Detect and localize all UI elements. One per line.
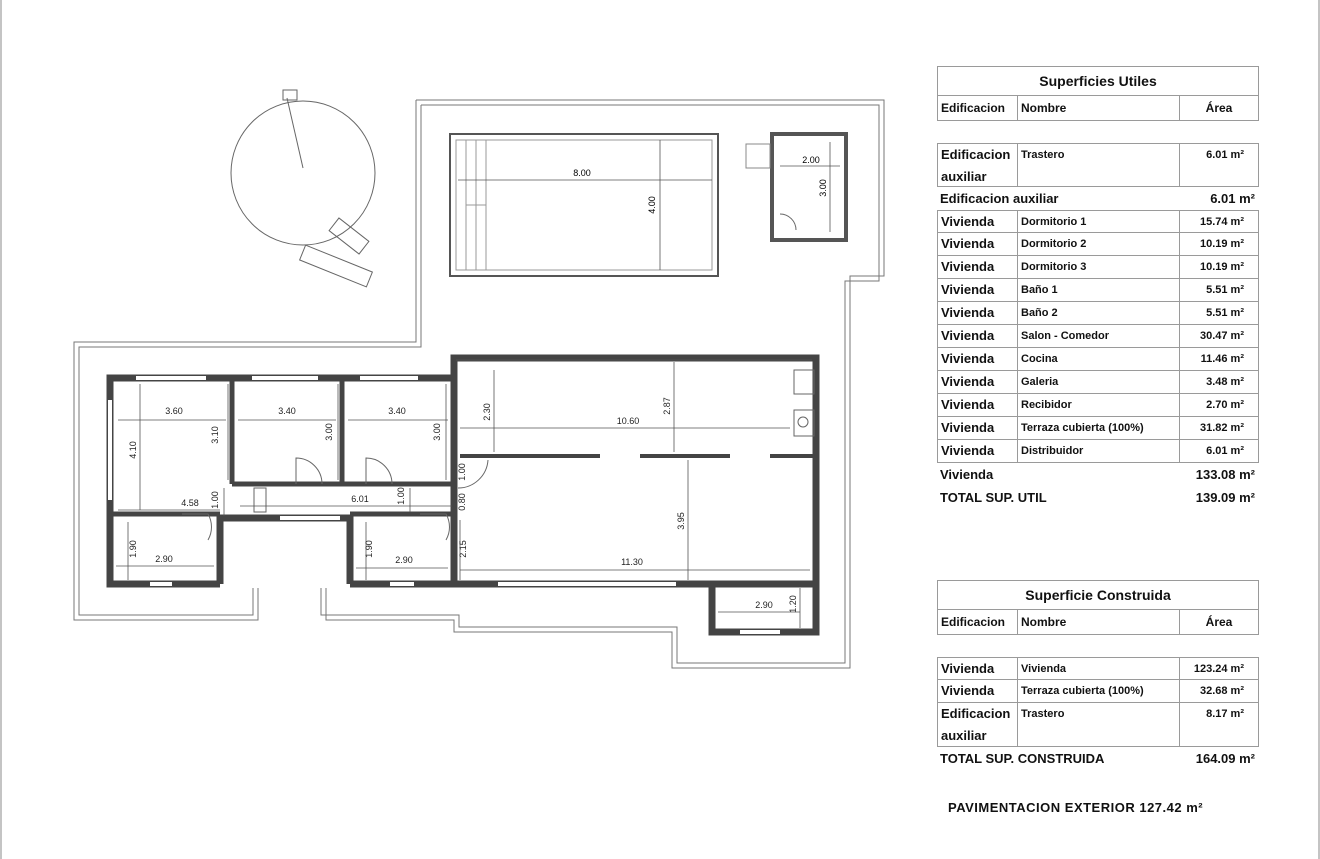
row-area: 15.74 m² <box>1199 216 1244 228</box>
built-area-table <box>937 580 1259 770</box>
row-building: Vivienda <box>938 371 1018 393</box>
dim-gallery-width: 2.90 <box>755 600 773 610</box>
table-row <box>937 440 1259 463</box>
table-row <box>937 703 1259 747</box>
row-name: Distribuidor <box>1018 440 1180 462</box>
useful-area-total <box>937 486 1259 509</box>
shed-depth: 3.00 <box>818 179 828 197</box>
table-row <box>937 233 1259 256</box>
vivienda-subtotal-label: Vivienda <box>940 467 994 482</box>
dim-bed2-height: 3.00 <box>324 423 334 441</box>
table-row <box>937 143 1259 187</box>
row-building: Vivienda <box>938 348 1018 370</box>
pool-width: 4.00 <box>647 196 657 214</box>
pool <box>450 134 718 276</box>
row-building: Vivienda <box>938 325 1018 347</box>
dim-bed2-width: 3.40 <box>278 406 296 416</box>
row-name: Dormitorio 3 <box>1018 256 1180 278</box>
table-row <box>937 302 1259 325</box>
row-name: Salon - Comedor <box>1018 325 1180 347</box>
row-building: Vivienda <box>938 658 1018 679</box>
row-area: 11.46 m² <box>1200 353 1244 365</box>
row-name: Terraza cubierta (100%) <box>1018 417 1180 439</box>
row-area: 31.82 m² <box>1199 422 1244 434</box>
dim-bath2-width: 2.90 <box>395 555 413 565</box>
useful-area-column-headers <box>938 96 1258 120</box>
row-name: Baño 1 <box>1018 279 1180 301</box>
row-building: Edificacion auxiliar <box>938 144 1018 186</box>
built-area-total-label: TOTAL SUP. CONSTRUIDA <box>940 751 1105 766</box>
dim-hall-width2: 1.00 <box>396 487 406 505</box>
dim-bath1-width: 2.90 <box>155 554 173 564</box>
dim-bed3-width: 3.40 <box>388 406 406 416</box>
table-row <box>937 256 1259 279</box>
row-area: 123.24 m² <box>1193 663 1244 675</box>
header-building: Edificacion <box>938 96 1018 120</box>
aux-subtotal-label: Edificacion auxiliar <box>940 191 1059 206</box>
table-row <box>937 279 1259 302</box>
table-row <box>937 371 1259 394</box>
vivienda-subtotal <box>937 463 1259 486</box>
table-row <box>937 680 1259 703</box>
row-area: 30.47 m² <box>1199 330 1244 342</box>
built-area-column-headers <box>938 610 1258 634</box>
row-area: 32.68 m² <box>1199 685 1244 697</box>
row-name: Vivienda <box>1018 658 1180 679</box>
storage-shed <box>746 134 846 240</box>
row-building: Vivienda <box>938 256 1018 278</box>
row-building: Vivienda <box>938 417 1018 439</box>
dim-hall-length: 6.01 <box>351 494 369 504</box>
dim-bed3-height: 3.00 <box>432 423 442 441</box>
row-area: 8.17 m² <box>1206 708 1244 720</box>
row-building: Edificacion auxiliar <box>938 703 1018 746</box>
row-name: Cocina <box>1018 348 1180 370</box>
row-area: 6.01 m² <box>1206 149 1244 161</box>
useful-area-total-value: 139.09 m² <box>1195 490 1255 505</box>
dim-bed1-height: 4.10 <box>128 441 138 459</box>
row-name: Trastero <box>1018 703 1180 746</box>
dim-living-width2: 2.15 <box>458 540 468 558</box>
row-area: 10.19 m² <box>1199 261 1244 273</box>
header-area: Área <box>1205 101 1233 115</box>
pool-length: 8.00 <box>573 168 591 178</box>
dim-living-width: 3.95 <box>676 512 686 530</box>
row-building: Vivienda <box>938 440 1018 462</box>
useful-area-table <box>937 66 1259 509</box>
exterior-paving-total: PAVIMENTACION EXTERIOR 127.42 m² <box>948 800 1204 815</box>
dim-entry-b: 0.80 <box>457 493 467 511</box>
row-building: Vivienda <box>938 211 1018 232</box>
useful-area-total-label: TOTAL SUP. UTIL <box>940 490 1047 505</box>
dim-living-length: 11.30 <box>621 557 643 567</box>
row-name: Trastero <box>1018 144 1180 186</box>
table-row <box>937 657 1259 680</box>
built-area-header-box <box>937 580 1259 635</box>
garden-furniture <box>231 90 375 287</box>
dim-bath1-height: 1.90 <box>128 540 138 558</box>
aux-subtotal-value: 6.01 m² <box>1210 191 1255 206</box>
built-area-rows <box>937 657 1259 747</box>
built-area-total <box>937 747 1259 770</box>
vivienda-subtotal-value: 133.08 m² <box>1195 467 1255 482</box>
useful-area-header-box <box>937 66 1259 121</box>
shed-width: 2.00 <box>802 155 820 165</box>
dim-hall-width: 1.00 <box>210 491 220 509</box>
row-name: Dormitorio 2 <box>1018 233 1180 255</box>
dim-terrace-length: 10.60 <box>616 416 640 426</box>
row-building: Vivienda <box>938 279 1018 301</box>
row-name: Terraza cubierta (100%) <box>1018 680 1180 702</box>
kitchen-fixtures <box>794 370 814 436</box>
header-name: Nombre <box>1018 96 1180 120</box>
dim-bath2-height: 1.90 <box>364 540 374 558</box>
dim-bed1-width: 3.60 <box>165 406 183 416</box>
table-row <box>937 348 1259 371</box>
dim-corridor-length: 4.58 <box>181 498 199 508</box>
row-building: Vivienda <box>938 680 1018 702</box>
aux-subtotal <box>937 187 1259 210</box>
row-name: Baño 2 <box>1018 302 1180 324</box>
row-building: Vivienda <box>938 394 1018 416</box>
row-name: Dormitorio 1 <box>1018 211 1180 232</box>
built-area-total-value: 164.09 m² <box>1195 751 1255 766</box>
row-building: Vivienda <box>938 233 1018 255</box>
dim-terrace-width2: 2.30 <box>482 403 492 421</box>
table-row <box>937 210 1259 233</box>
row-area: 3.48 m² <box>1206 376 1244 388</box>
row-area: 10.19 m² <box>1199 238 1244 250</box>
header-name: Nombre <box>1018 610 1180 634</box>
dim-gallery-height: 1.20 <box>788 595 798 613</box>
row-area: 5.51 m² <box>1206 307 1244 319</box>
row-area: 2.70 m² <box>1206 399 1244 411</box>
header-area: Área <box>1205 615 1233 629</box>
useful-area-rows <box>937 210 1259 463</box>
dim-entry-a: 1.00 <box>457 463 467 481</box>
header-building: Edificacion <box>938 610 1018 634</box>
row-building: Vivienda <box>938 302 1018 324</box>
table-row <box>937 417 1259 440</box>
row-name: Recibidor <box>1018 394 1180 416</box>
built-area-title: Superficie Construida <box>938 581 1258 610</box>
row-area: 5.51 m² <box>1206 284 1244 296</box>
useful-area-title: Superficies Utiles <box>938 67 1258 96</box>
table-row <box>937 394 1259 417</box>
dim-bed1-height2: 3.10 <box>210 426 220 444</box>
dim-terrace-width: 2.87 <box>662 397 672 415</box>
table-row <box>937 325 1259 348</box>
row-name: Galeria <box>1018 371 1180 393</box>
row-area: 6.01 m² <box>1206 445 1244 457</box>
